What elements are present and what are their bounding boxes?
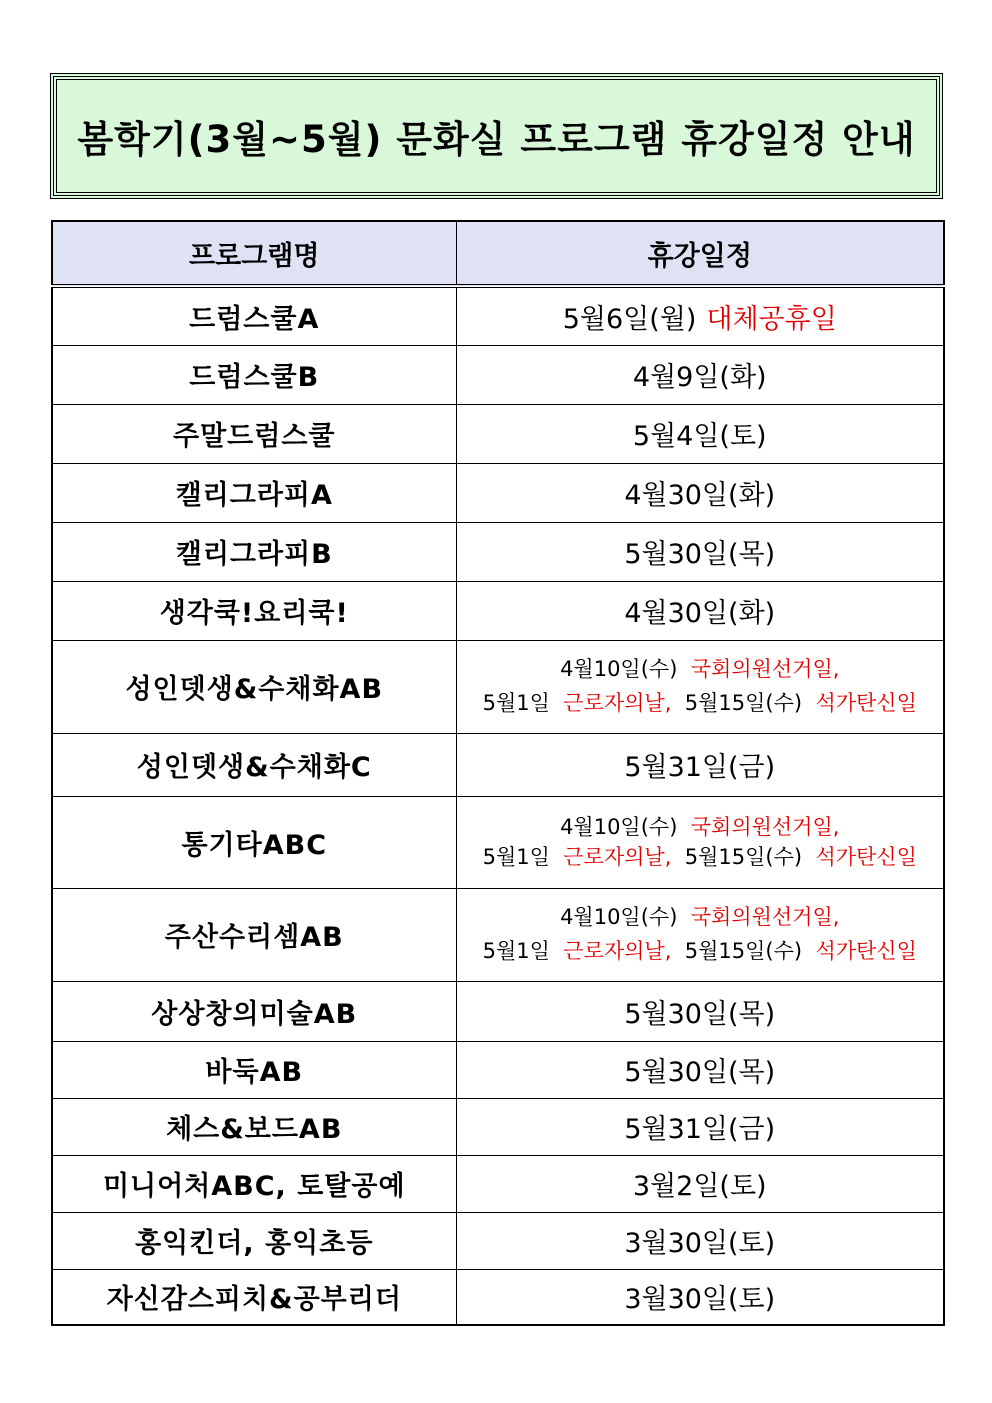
title-banner — [50, 73, 943, 199]
closure-date: 4월10일(수) — [560, 814, 678, 839]
table-row — [52, 286, 944, 345]
program-name: 자신감스피치&공부리더 — [52, 1269, 456, 1325]
closure-date: 4월10일(수) — [560, 656, 678, 681]
schedule-cell — [456, 796, 944, 888]
table-row — [52, 640, 944, 733]
table-row — [52, 796, 944, 888]
table-row — [52, 522, 944, 581]
closure-date: 5월15일(수) — [684, 845, 803, 869]
program-name: 드럼스쿨A — [52, 286, 456, 345]
closure-reason: 석가탄신일 — [815, 690, 917, 715]
closure-reason: 국회의원선거일, — [690, 814, 840, 839]
closure-date: 5월30일(목) — [456, 981, 944, 1041]
schedule-cell — [456, 888, 944, 981]
closure-date: 5월31일(금) — [456, 1098, 944, 1155]
table-row — [52, 463, 944, 522]
closure-date: 3월2일(토) — [456, 1155, 944, 1212]
closure-date: 5월4일(토) — [456, 404, 944, 463]
closure-reason: 근로자의날, — [563, 938, 672, 963]
closure-reason: 석가탄신일 — [815, 938, 917, 963]
program-name: 통기타ABC — [52, 796, 456, 888]
closure-date: 5월30일(목) — [456, 522, 944, 581]
program-name: 드럼스쿨B — [52, 345, 456, 404]
closure-reason: 대체공휴일 — [706, 303, 837, 335]
closure-reason: 국회의원선거일, — [690, 904, 840, 929]
table-row — [52, 1212, 944, 1269]
table-row — [52, 981, 944, 1041]
table-row — [52, 888, 944, 981]
column-header-program: 프로그램명 — [52, 221, 456, 286]
closure-date: 4월30일(화) — [456, 581, 944, 640]
closure-date: 3월30일(토) — [456, 1269, 944, 1325]
program-name: 홍익킨더, 홍익초등 — [52, 1212, 456, 1269]
table-row — [52, 404, 944, 463]
column-header-schedule: 휴강일정 — [456, 221, 944, 286]
table-row — [52, 345, 944, 404]
closure-reason: 근로자의날, — [563, 845, 672, 869]
table-row — [52, 1041, 944, 1098]
program-name: 성인뎃생&수채화C — [52, 733, 456, 796]
table-row — [52, 1155, 944, 1212]
closure-date: 4월30일(화) — [456, 463, 944, 522]
schedule-cell — [456, 640, 944, 733]
schedule-table — [51, 220, 945, 1326]
closure-date: 5월1일 — [482, 938, 550, 963]
table-row — [52, 581, 944, 640]
program-name: 생각쿡!요리쿡! — [52, 581, 456, 640]
closure-date: 5월15일(수) — [684, 938, 803, 963]
closure-reason: 근로자의날, — [563, 690, 672, 715]
closure-date: 5월6일(월) — [562, 303, 697, 335]
program-name: 캘리그라피A — [52, 463, 456, 522]
program-name: 미니어처ABC, 토탈공예 — [52, 1155, 456, 1212]
closure-reason: 국회의원선거일, — [690, 656, 840, 681]
table-row — [52, 1269, 944, 1325]
program-name: 주산수리셈AB — [52, 888, 456, 981]
closure-date: 4월9일(화) — [456, 345, 944, 404]
table-row — [52, 1098, 944, 1155]
closure-date: 3월30일(토) — [456, 1212, 944, 1269]
page-title: 봄학기(3월~5월) 문화실 프로그램 휴강일정 안내 — [77, 118, 916, 161]
closure-date: 5월30일(목) — [456, 1041, 944, 1098]
program-name: 바둑AB — [52, 1041, 456, 1098]
program-name: 체스&보드AB — [52, 1098, 456, 1155]
closure-date: 5월1일 — [482, 690, 550, 715]
closure-date: 5월1일 — [482, 845, 550, 869]
program-name: 주말드럼스쿨 — [52, 404, 456, 463]
table-header-row — [52, 221, 944, 286]
program-name: 성인뎃생&수채화AB — [52, 640, 456, 733]
closure-date: 4월10일(수) — [560, 904, 678, 929]
closure-reason: 석가탄신일 — [815, 845, 917, 869]
table-row — [52, 733, 944, 796]
schedule-cell — [456, 286, 944, 345]
closure-date: 5월31일(금) — [456, 733, 944, 796]
program-name: 상상창의미술AB — [52, 981, 456, 1041]
closure-date: 5월15일(수) — [684, 690, 803, 715]
program-name: 캘리그라피B — [52, 522, 456, 581]
